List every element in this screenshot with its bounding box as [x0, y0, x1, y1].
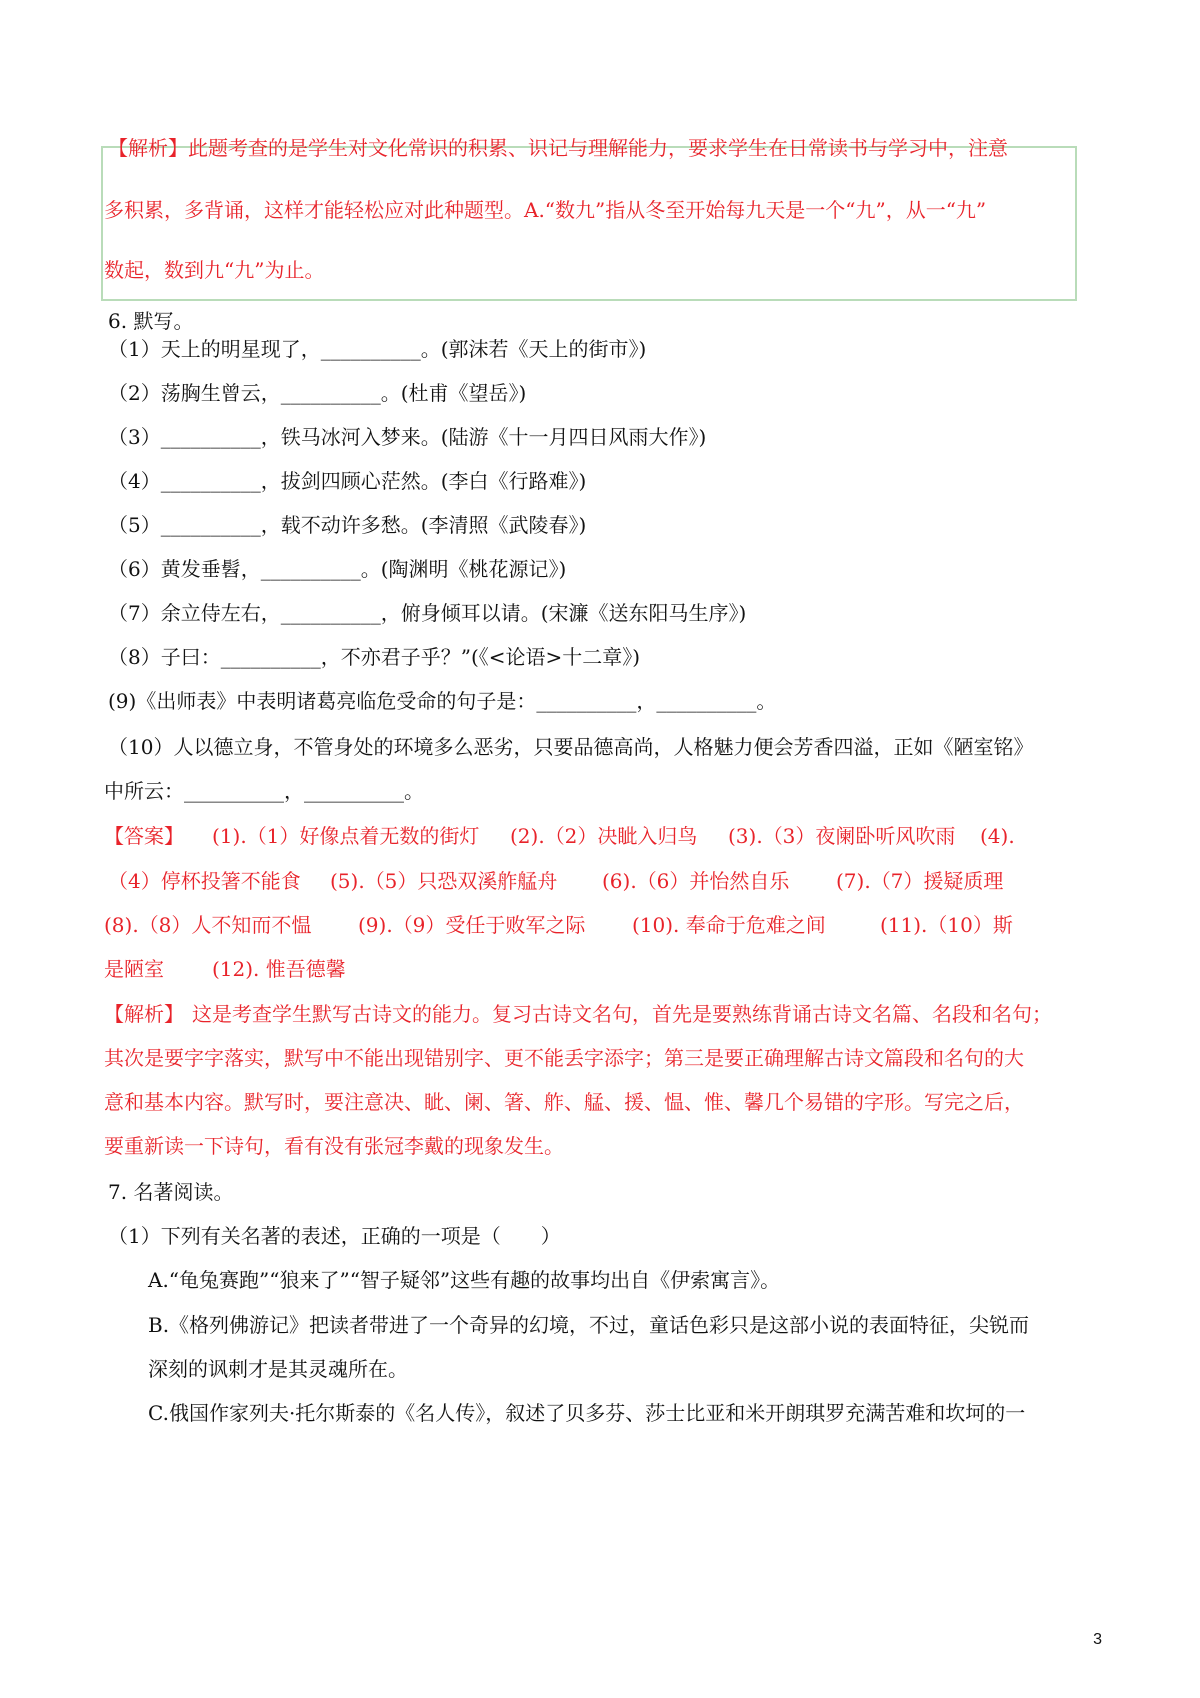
q6-item-5: （5）__________，载不动许多愁。(李清照《武陵春》): [108, 513, 587, 537]
analysis-line-3: 意和基本内容。默写时，要注意决、眦、阑、箸、舴、艋、援、愠、惟、馨几个易错的字形。写完之后，: [104, 1090, 1024, 1114]
answer-item: 是陋室: [104, 957, 164, 981]
answer-item: (3).（3）夜阑卧听风吹雨: [728, 824, 956, 848]
analysis-line-4: 要重新读一下诗句，看有没有张冠李戴的现象发生。: [104, 1134, 564, 1158]
answer-item: (11).（10）斯: [880, 913, 1013, 937]
answer-label: 【答案】: [104, 824, 184, 848]
q6-item-2: （2）荡胸生曾云，__________。(杜甫《望岳》): [108, 381, 527, 405]
q6-item-4: （4）__________，拔剑四顾心茫然。(李白《行路难》): [108, 469, 587, 493]
q6-item-6: （6）黄发垂髫，__________。(陶渊明《桃花源记》): [108, 557, 567, 581]
analysis-line-2: 其次是要字字落实，默写中不能出现错别字、更不能丢字添字；第三是要正确理解古诗文篇段和名句的大: [104, 1046, 1024, 1070]
answer-item: (10). 奉命于危难之间: [632, 913, 826, 937]
answer-item: (8).（8）人不知而不愠: [104, 913, 312, 937]
q6-item-10-cont: 中所云：__________，__________。: [104, 779, 424, 803]
q6-item-8: （8）子曰：__________，不亦君子乎？”(《<论语>十二章》): [108, 645, 641, 669]
answer-item: (2).（2）决眦入归鸟: [510, 824, 698, 848]
analysis-line-1: 这是考查学生默写古诗文的能力。复习古诗文名句，首先是要熟练背诵古诗文名篇、名段和名句；: [192, 1002, 1052, 1026]
q7-option-b: B.《格列佛游记》把读者带进了一个奇异的幻境，不过，童话色彩只是这部小说的表面特征，尖锐而: [148, 1313, 1030, 1337]
answer-item: (7).（7）援疑质理: [836, 869, 1004, 893]
analysis-box-line-3: 数起，数到九“九”为止。: [104, 258, 325, 282]
page-number: 3: [1093, 1631, 1102, 1648]
q7-option-b-cont: 深刻的讽刺才是其灵魂所在。: [148, 1357, 408, 1381]
q6-item-1: （1）天上的明星现了，__________。(郭沫若《天上的街市》): [108, 337, 647, 361]
q6-title: 6. 默写。: [108, 309, 194, 333]
answer-item: (9).（9）受任于败军之际: [358, 913, 586, 937]
analysis-label: 【解析】: [104, 1002, 184, 1026]
answer-item: (4).: [980, 824, 1015, 848]
q7-option-c: C.俄国作家列夫·托尔斯泰的《名人传》，叙述了贝多芬、莎士比亚和米开朗琪罗充满苦难和坎坷的一: [148, 1401, 1026, 1425]
analysis-box-line-1: 【解析】此题考查的是学生对文化常识的积累、识记与理解能力，要求学生在日常读书与学习中，注意: [108, 136, 1008, 160]
q6-item-10: （10）人以德立身，不管身处的环境多么恶劣，只要品德高尚，人格魅力便会芳香四溢，正如《陋室铭》: [108, 735, 1034, 759]
q7-sub1: （1）下列有关名著的表述，正确的一项是（ ）: [108, 1224, 561, 1248]
answer-item: (1).（1）好像点着无数的街灯: [212, 824, 480, 848]
q6-item-9: (9)《出师表》中表明诸葛亮临危受命的句子是：__________，__________。: [108, 689, 777, 713]
q6-item-7: （7）余立侍左右，__________，俯身倾耳以请。(宋濂《送东阳马生序》): [108, 601, 747, 625]
q7-title: 7. 名著阅读。: [108, 1180, 234, 1204]
q6-item-3: （3）__________，铁马冰河入梦来。(陆游《十一月四日风雨大作》): [108, 425, 707, 449]
answer-item: （4）停杯投箸不能食: [108, 869, 301, 893]
answer-item: (6).（6）并怡然自乐: [602, 869, 790, 893]
analysis-box-line-2: 多积累，多背诵，这样才能轻松应对此种题型。A.“数九”指从冬至开始每九天是一个“九”，从一“九”: [104, 198, 987, 222]
q7-option-a: A.“龟兔赛跑”“狼来了”“智子疑邻”这些有趣的故事均出自《伊索寓言》。: [148, 1268, 781, 1292]
answer-item: (12). 惟吾德馨: [212, 957, 346, 981]
answer-item: (5).（5）只恐双溪舴艋舟: [330, 869, 558, 893]
